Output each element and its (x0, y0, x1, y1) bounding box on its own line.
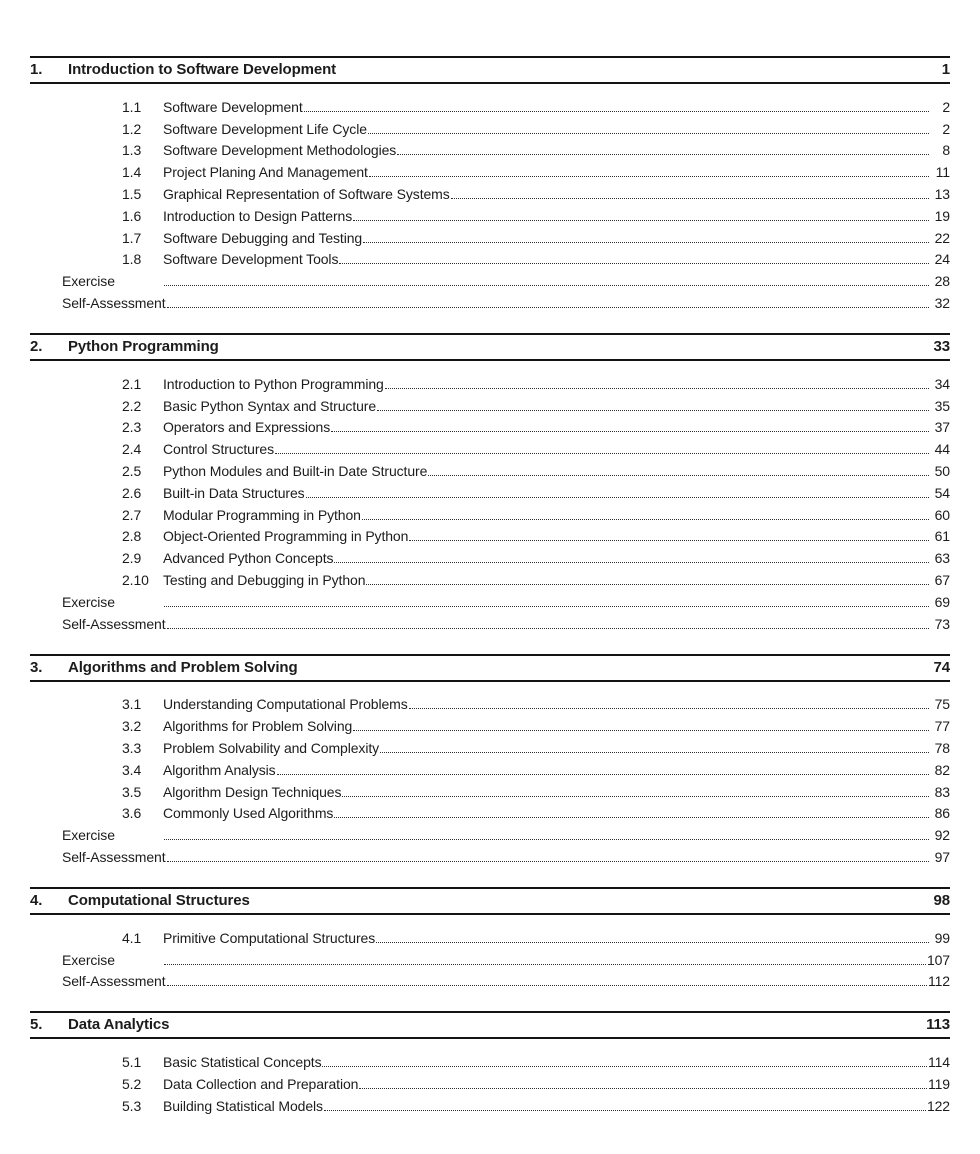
dot-leader (334, 817, 929, 818)
page-number: 97 (934, 848, 950, 865)
section-title: Introduction to Python Programming (163, 375, 384, 392)
exercise-entry-row[interactable] (30, 822, 950, 844)
section-number: 1.6 (122, 207, 142, 224)
toc-entry-row[interactable] (30, 524, 950, 546)
page-number: 112 (927, 973, 950, 990)
toc-entry-row[interactable] (30, 436, 950, 458)
toc-entry-row[interactable] (30, 1071, 950, 1093)
section-number: 2.9 (122, 550, 142, 567)
page-number: 2 (942, 98, 950, 115)
toc-entry-row[interactable] (30, 225, 950, 247)
dot-leader (409, 540, 929, 541)
chapter-page-number: 1 (941, 61, 950, 78)
page-number: 37 (934, 419, 950, 436)
toc-entry-row[interactable] (30, 502, 950, 524)
dot-leader (167, 628, 929, 629)
section-number: 5.1 (122, 1054, 142, 1071)
section-title: Python Modules and Built-in Date Structure (163, 462, 428, 479)
page-number: 35 (934, 397, 950, 414)
toc-chapter (30, 1011, 950, 1120)
dot-leader (353, 730, 929, 731)
self-assessment-label: Self-Assessment (62, 615, 166, 632)
dot-leader (164, 839, 929, 840)
dot-leader (363, 242, 929, 243)
chapter-title: Algorithms and Problem Solving (68, 658, 298, 676)
page-number: 122 (926, 1097, 950, 1114)
page-number: 75 (934, 696, 950, 713)
toc-entry-row[interactable] (30, 735, 950, 757)
section-title: Data Collection and Preparation (163, 1075, 359, 1092)
section-title: Introduction to Design Patterns (163, 207, 353, 224)
dot-leader (359, 1088, 927, 1089)
section-title: Graphical Representation of Software Systems (163, 185, 450, 202)
exercise-entry-row[interactable] (30, 947, 950, 969)
dot-leader (451, 198, 929, 199)
page-number: 82 (934, 761, 950, 778)
chapter-heading-row[interactable] (30, 1011, 950, 1039)
section-number: 3.3 (122, 739, 142, 756)
page-number: 28 (934, 273, 950, 290)
section-title: Software Development Methodologies (163, 142, 397, 159)
dot-leader (164, 964, 926, 965)
section-number: 2.6 (122, 484, 142, 501)
toc-entry-row[interactable] (30, 779, 950, 801)
page-number: 99 (934, 929, 950, 946)
toc-entry-row[interactable] (30, 757, 950, 779)
section-number: 3.1 (122, 696, 142, 713)
dot-leader (397, 154, 929, 155)
toc-entry-row[interactable] (30, 567, 950, 589)
dot-leader (331, 431, 929, 432)
dot-leader (334, 562, 929, 563)
section-number: 5.3 (122, 1097, 142, 1114)
section-title: Primitive Computational Structures (163, 929, 376, 946)
toc-entry-row[interactable] (30, 458, 950, 480)
chapter-entries (30, 1039, 950, 1120)
dot-leader (409, 708, 929, 709)
toc-entry-row[interactable] (30, 713, 950, 735)
page-number: 73 (934, 615, 950, 632)
section-title: Built-in Data Structures (163, 484, 305, 501)
chapter-heading-row[interactable] (30, 887, 950, 915)
page-number: 54 (934, 484, 950, 501)
page-number: 114 (927, 1054, 950, 1071)
toc-entry-row[interactable] (30, 393, 950, 415)
dot-leader (304, 111, 929, 112)
chapter-page-number: 113 (926, 1016, 950, 1034)
chapter-entries (30, 682, 950, 872)
chapter-page-number: 33 (933, 337, 950, 355)
page-number: 22 (934, 229, 950, 246)
toc-entry-row[interactable] (30, 415, 950, 437)
section-title: Software Debugging and Testing (163, 229, 363, 246)
toc-chapter (30, 333, 950, 639)
toc-entry-row[interactable] (30, 116, 950, 138)
section-number: 2.7 (122, 506, 142, 523)
section-title: Software Development (163, 98, 303, 115)
section-title: Understanding Computational Problems (163, 696, 408, 713)
chapter-title: Python Programming (68, 337, 219, 355)
dot-leader (324, 1110, 926, 1111)
chapter-entries (30, 84, 950, 318)
section-number: 2.5 (122, 462, 142, 479)
section-number: 4.1 (122, 929, 142, 946)
page-number: 32 (934, 294, 950, 311)
section-number: 3.4 (122, 761, 142, 778)
dot-leader (428, 475, 929, 476)
toc-entry-row[interactable] (30, 247, 950, 269)
section-number: 1.3 (122, 142, 142, 159)
chapter-entries (30, 915, 950, 996)
section-number: 2.8 (122, 528, 142, 545)
section-title: Basic Statistical Concepts (163, 1054, 322, 1071)
self-assessment-label: Self-Assessment (62, 294, 166, 311)
section-title: Basic Python Syntax and Structure (163, 397, 377, 414)
dot-leader (366, 584, 929, 585)
section-number: 2.2 (122, 397, 142, 414)
page-number: 8 (942, 142, 950, 159)
dot-leader (167, 985, 927, 986)
section-title: Object-Oriented Programming in Python (163, 528, 409, 545)
page-number: 67 (934, 571, 950, 588)
dot-leader (322, 1066, 927, 1067)
section-number: 3.6 (122, 805, 142, 822)
section-title: Commonly Used Algorithms (163, 805, 334, 822)
exercise-label: Exercise (62, 951, 115, 968)
section-title: Advanced Python Concepts (163, 550, 334, 567)
self-assessment-entry-row[interactable] (30, 290, 950, 312)
section-title: Building Statistical Models (163, 1097, 323, 1114)
dot-leader (167, 861, 929, 862)
toc-entry-row[interactable] (30, 692, 950, 714)
page-number: 13 (934, 185, 950, 202)
section-number: 1.8 (122, 251, 142, 268)
self-assessment-entry-row[interactable] (30, 611, 950, 633)
exercise-entry-row[interactable] (30, 268, 950, 290)
page-number: 78 (934, 739, 950, 756)
page-number: 61 (934, 528, 950, 545)
toc-entry-row[interactable] (30, 159, 950, 181)
dot-leader (380, 752, 929, 753)
toc-chapter (30, 56, 950, 318)
page-number: 107 (926, 951, 950, 968)
toc-entry-row[interactable] (30, 801, 950, 823)
chapter-title: Data Analytics (68, 1016, 170, 1034)
chapter-page-number: 98 (933, 891, 950, 909)
dot-leader (362, 519, 929, 520)
self-assessment-label: Self-Assessment (62, 973, 166, 990)
chapter-number: 4. (30, 891, 43, 909)
self-assessment-entry-row[interactable] (30, 969, 950, 991)
dot-leader (353, 220, 929, 221)
exercise-label: Exercise (62, 273, 115, 290)
section-number: 1.1 (122, 98, 142, 115)
chapter-entries (30, 361, 950, 639)
section-number: 3.5 (122, 783, 142, 800)
toc-entry-row[interactable] (30, 545, 950, 567)
page-number: 63 (934, 550, 950, 567)
dot-leader (164, 606, 929, 607)
page-number: 50 (934, 462, 950, 479)
dot-leader (385, 388, 929, 389)
section-number: 2.1 (122, 375, 142, 392)
page-number: 119 (927, 1075, 950, 1092)
page-number: 44 (934, 441, 950, 458)
toc-chapter (30, 887, 950, 996)
toc-chapter (30, 654, 950, 872)
toc (30, 56, 950, 1121)
dot-leader (275, 453, 929, 454)
dot-leader (368, 133, 929, 134)
dot-leader (369, 176, 929, 177)
page-number: 60 (934, 506, 950, 523)
chapter-page-number: 74 (933, 658, 950, 676)
page-number: 11 (935, 164, 950, 181)
section-number: 2.3 (122, 419, 142, 436)
toc-entry-row[interactable] (30, 371, 950, 393)
section-number: 2.10 (122, 571, 149, 588)
page-number: 86 (934, 805, 950, 822)
section-number: 5.2 (122, 1075, 142, 1092)
section-number: 1.5 (122, 185, 142, 202)
dot-leader (277, 774, 929, 775)
section-title: Testing and Debugging in Python (163, 571, 366, 588)
section-number: 1.4 (122, 164, 142, 181)
page-number: 24 (934, 251, 950, 268)
section-title: Project Planing And Management (163, 164, 368, 181)
dot-leader (342, 796, 929, 797)
page-number: 2 (942, 120, 950, 137)
chapter-number: 3. (30, 658, 43, 676)
toc-entry-row[interactable] (30, 480, 950, 502)
exercise-label: Exercise (62, 827, 115, 844)
toc-entry-row[interactable] (30, 1093, 950, 1115)
chapter-number: 2. (30, 337, 43, 355)
chapter-title: Computational Structures (68, 891, 250, 909)
section-title: Algorithm Design Techniques (163, 783, 342, 800)
dot-leader (164, 285, 929, 286)
page-number: 34 (934, 375, 950, 392)
page-number: 77 (934, 718, 950, 735)
section-title: Modular Programming in Python (163, 506, 361, 523)
self-assessment-entry-row[interactable] (30, 844, 950, 866)
chapter-number: 5. (30, 1016, 43, 1034)
section-number: 3.2 (122, 718, 142, 735)
toc-entry-row[interactable] (30, 203, 950, 225)
section-title: Software Development Life Cycle (163, 120, 367, 137)
section-title: Algorithm Analysis (163, 761, 276, 778)
page-number: 69 (934, 593, 950, 610)
section-title: Algorithms for Problem Solving (163, 718, 353, 735)
page-number: 19 (934, 207, 950, 224)
section-title: Problem Solvability and Complexity (163, 739, 380, 756)
dot-leader (377, 410, 929, 411)
self-assessment-label: Self-Assessment (62, 848, 166, 865)
toc-entry-row[interactable] (30, 925, 950, 947)
toc-entry-row[interactable] (30, 94, 950, 116)
chapter-heading-row[interactable] (30, 654, 950, 682)
page-number: 92 (934, 827, 950, 844)
exercise-label: Exercise (62, 593, 115, 610)
page-number: 83 (934, 783, 950, 800)
exercise-entry-row[interactable] (30, 589, 950, 611)
toc-entry-row[interactable] (30, 138, 950, 160)
dot-leader (376, 942, 929, 943)
chapter-heading-row[interactable] (30, 56, 950, 84)
section-number: 1.2 (122, 120, 142, 137)
section-number: 2.4 (122, 441, 142, 458)
chapter-title: Introduction to Software Development (68, 61, 337, 78)
toc-entry-row[interactable] (30, 181, 950, 203)
section-title: Operators and Expressions (163, 419, 331, 436)
dot-leader (167, 307, 929, 308)
dot-leader (306, 497, 929, 498)
chapter-heading-row[interactable] (30, 333, 950, 361)
section-title: Control Structures (163, 441, 275, 458)
section-title: Software Development Tools (163, 251, 339, 268)
dot-leader (339, 263, 929, 264)
section-number: 1.7 (122, 229, 142, 246)
chapter-number: 1. (30, 61, 43, 78)
toc-entry-row[interactable] (30, 1049, 950, 1071)
